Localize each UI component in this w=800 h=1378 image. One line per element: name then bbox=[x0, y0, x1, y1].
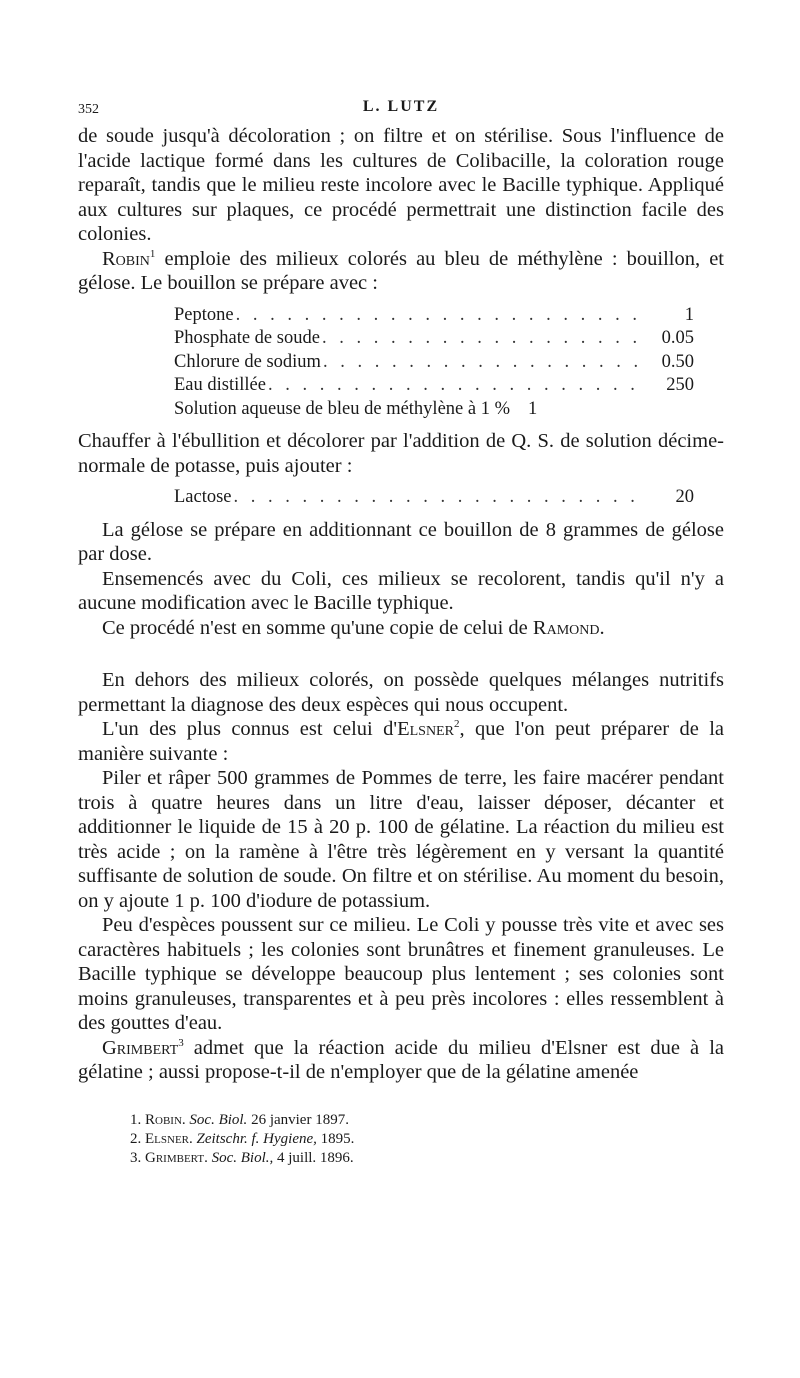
paragraph-2 bbox=[78, 247, 724, 296]
recipe-row bbox=[174, 327, 694, 351]
author-name: Elsner bbox=[397, 718, 454, 740]
ingredient-name: Lactose bbox=[174, 487, 232, 507]
recipe-row bbox=[174, 486, 694, 510]
footnote bbox=[130, 1111, 724, 1130]
ingredient-quantity: 1 bbox=[528, 398, 538, 419]
paragraph-6-text: Ce procédé n'est en somme qu'une copie de celui de bbox=[102, 616, 533, 639]
ingredient-name: Phosphate de soude bbox=[174, 328, 320, 348]
dot-leader bbox=[320, 327, 646, 351]
paragraph-10: Peu d'espèces poussent sur ce milieu. Le Coli y pousse très vite et avec ses caractères habituels ; les colonies sont brunâtres et finement granuleuses. Le Bacille typhique se développe beaucoup plus lentement ; ses colonies sont moins granuleuses, transparentes et à peu près incolores : elles ressemblent à des gouttes d'eau. bbox=[78, 914, 724, 1034]
ingredient-quantity: 20 bbox=[675, 487, 694, 507]
footnote-ref: 2 bbox=[453, 718, 460, 731]
recipe-row bbox=[174, 374, 694, 398]
ingredient-name: Eau distillée bbox=[174, 375, 266, 395]
page-number: 352 bbox=[78, 102, 99, 117]
footnote-source: Zeitschr. f. Hygiene, bbox=[196, 1130, 317, 1147]
recipe-row bbox=[174, 304, 694, 328]
paragraph-6 bbox=[78, 616, 724, 641]
paragraph-3: Chauffer à l'ébullition et décolorer par l'addition de Q. S. de solution décime-normale de potasse, puis ajouter : bbox=[78, 430, 724, 477]
author-name: Grimbert bbox=[102, 1036, 179, 1059]
ingredient-quantity: 250 bbox=[666, 375, 694, 395]
page bbox=[78, 98, 724, 1168]
paragraph-8-end: , que l'on peut préparer de la manière suivante : bbox=[78, 718, 724, 765]
paragraph-1: de soude jusqu'à décoloration ; on filtre et on stérilise. Sous l'influence de l'acide lactique formé dans les cultures de Colibacille, la coloration rouge reparaît, tandis que le milieu reste incolore avec le Bacille typhique. Appliqué aux cultures sur plaques, ce procédé permettrait une distinction facile des colonies. bbox=[78, 125, 724, 245]
footnote bbox=[130, 1149, 724, 1168]
author-name: Robin bbox=[102, 247, 150, 270]
ingredient-quantity: 0.50 bbox=[661, 351, 694, 372]
footnote-date: 4 juill. 1896. bbox=[276, 1149, 354, 1166]
section-gap bbox=[78, 640, 724, 668]
ingredient-quantity: 1 bbox=[684, 304, 694, 325]
paragraph-8 bbox=[78, 717, 724, 766]
ingredient-name: Solution aqueuse de bleu de méthylène à 1 % bbox=[174, 398, 510, 419]
footnote-number: 1. bbox=[130, 1111, 142, 1128]
footnote-ref: 3 bbox=[178, 1036, 184, 1049]
paragraph-7: En dehors des milieux colorés, on possède quelques mélanges nutritifs permettant la diagnose des deux espèces qui nous occupent. bbox=[78, 669, 724, 716]
ingredient-name: Peptone bbox=[174, 304, 234, 325]
footnote-number: 2. bbox=[130, 1130, 142, 1147]
recipe-row bbox=[174, 398, 694, 422]
paragraph-11 bbox=[78, 1036, 724, 1085]
ingredient-quantity: 0.05 bbox=[661, 328, 694, 348]
paragraph-11-text: admet que la réaction acide du milieu d'Elsner est due à la gélatine ; aussi propose-t-il de n'employer que de la gélatine amenée bbox=[78, 1036, 724, 1083]
footnote bbox=[130, 1130, 724, 1149]
dot-leader bbox=[266, 374, 646, 398]
footnote-source: Soc. Biol. bbox=[189, 1111, 248, 1128]
paragraph-4: La gélose se prépare en additionnant ce bouillon de 8 grammes de gélose par dose. bbox=[78, 518, 724, 565]
paragraph-2-text: emploie des milieux colorés au bleu de méthylène : bouillon, et gélose. Le bouillon se prépare avec : bbox=[78, 247, 724, 294]
paragraph-5: Ensemencés avec du Coli, ces milieux se recolorent, tandis qu'il n'y a aucune modification avec le Bacille typhique. bbox=[78, 567, 724, 614]
recipe-row bbox=[174, 351, 694, 375]
paragraph-6-end: . bbox=[599, 616, 605, 639]
footnote-date: 1895. bbox=[320, 1130, 355, 1147]
paragraph-9: Piler et râper 500 grammes de Pommes de terre, les faire macérer pendant trois à quatre heures dans un litre d'eau, laisser déposer, décanter et additionner le liquide de 15 à 20 p. 100 de gélatine. La réaction du milieu est très acide ; on la ramène à l'être très légèrement en y versant la quantité suffisante de solution de soude. On filtre et on stérilise. Au moment du besoin, on y ajoute 1 p. 100 d'iodure de potassium. bbox=[78, 767, 724, 912]
dot-leader bbox=[321, 351, 646, 375]
dot-leader bbox=[234, 304, 646, 328]
recipe-list-1 bbox=[174, 304, 694, 422]
paragraph-8-text: L'un des plus connus est celui d' bbox=[102, 718, 398, 740]
footnote-ref: 1 bbox=[149, 247, 156, 260]
ingredient-name: Chlorure de sodium bbox=[174, 351, 321, 372]
dot-leader bbox=[232, 486, 646, 510]
footnote-number: 3. bbox=[130, 1149, 142, 1166]
recipe-list-2 bbox=[174, 486, 694, 510]
footnote-author: Robin. bbox=[145, 1111, 186, 1128]
running-head: L. LUTZ bbox=[362, 98, 440, 115]
footnote-date: 26 janvier 1897. bbox=[251, 1111, 349, 1128]
footnote-author: Grimbert. bbox=[145, 1149, 208, 1166]
footnote-source: Soc. Biol., bbox=[211, 1149, 274, 1166]
author-name: Ramond bbox=[532, 616, 600, 639]
footnotes bbox=[78, 1111, 724, 1168]
page-header bbox=[78, 98, 724, 124]
footnote-author: Elsner. bbox=[145, 1130, 193, 1147]
